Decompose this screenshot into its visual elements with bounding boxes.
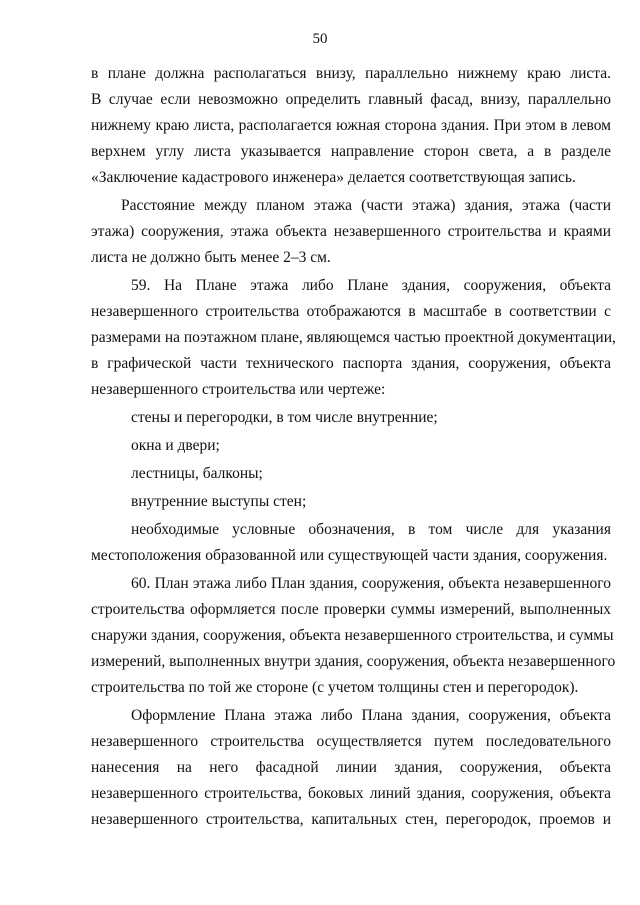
text-line: размерами на поэтажном плане, являющемся частью проектной документации, [91, 329, 616, 346]
document-body [91, 61, 616, 833]
text-line: незавершенного строительства отображаются в масштабе в соответствии с [91, 303, 611, 320]
text-line: измерений, выполненных внутри здания, сооружения, объекта незавершенного [91, 653, 616, 670]
text-line: 59. На Плане этажа либо Плане здания, сооружения, объекта [131, 277, 611, 294]
list-item: необходимые условные обозначения, в том числе для указания [131, 521, 611, 538]
list-item: окна и двери; [131, 437, 220, 454]
text-line: нижнему краю листа, располагается южная сторона здания. При этом в левом [91, 117, 611, 134]
text-line: незавершенного строительства, боковых линий здания, сооружения, объекта [91, 785, 611, 802]
page-number: 50 [312, 31, 328, 47]
text-line: листа не должно быть менее 2–3 см. [91, 249, 331, 266]
text-line: верхнем углу листа указывается направление сторон света, а в разделе [91, 143, 611, 160]
text-line: В случае если невозможно определить главный фасад, внизу, параллельно [91, 91, 611, 108]
list-item: внутренние выступы стен; [131, 493, 307, 510]
list-item: стены и перегородки, в том числе внутренние; [131, 409, 438, 426]
text-line: в плане должна располагаться внизу, параллельно нижнему краю листа. [91, 65, 611, 82]
text-line: местоположения образованной или существующей части здания, сооружения. [91, 547, 608, 564]
text-line: «Заключение кадастрового инженера» делается соответствующая запись. [91, 169, 576, 186]
text-line: этажа) сооружения, этажа объекта незавершенного строительства и краями [91, 223, 611, 240]
text-line: незавершенного строительства или чертеже: [91, 381, 386, 398]
text-line: нанесения на него фасадной линии здания, сооружения, объекта [91, 759, 611, 776]
text-line: Расстояние между планом этажа (части этажа) здания, этажа (части [121, 197, 611, 214]
list-item: лестницы, балконы; [131, 465, 263, 482]
text-line: в графической части технического паспорта здания, сооружения, объекта [91, 355, 611, 372]
text-line: незавершенного строительства, капитальных стен, перегородок, проемов и [91, 811, 611, 828]
text-line: незавершенного строительства осуществляется путем последовательного [91, 733, 611, 750]
text-line: строительства по той же стороне (с учетом толщины стен и перегородок). [91, 679, 579, 696]
text-line: Оформление Плана этажа либо Плана здания, сооружения, объекта [131, 707, 611, 724]
text-line: строительства оформляется после проверки суммы измерений, выполненных [91, 601, 611, 618]
text-line: снаружи здания, сооружения, объекта незавершенного строительства, и суммы [91, 627, 614, 644]
text-line: 60. План этажа либо План здания, сооружения, объекта незавершенного [131, 575, 611, 592]
